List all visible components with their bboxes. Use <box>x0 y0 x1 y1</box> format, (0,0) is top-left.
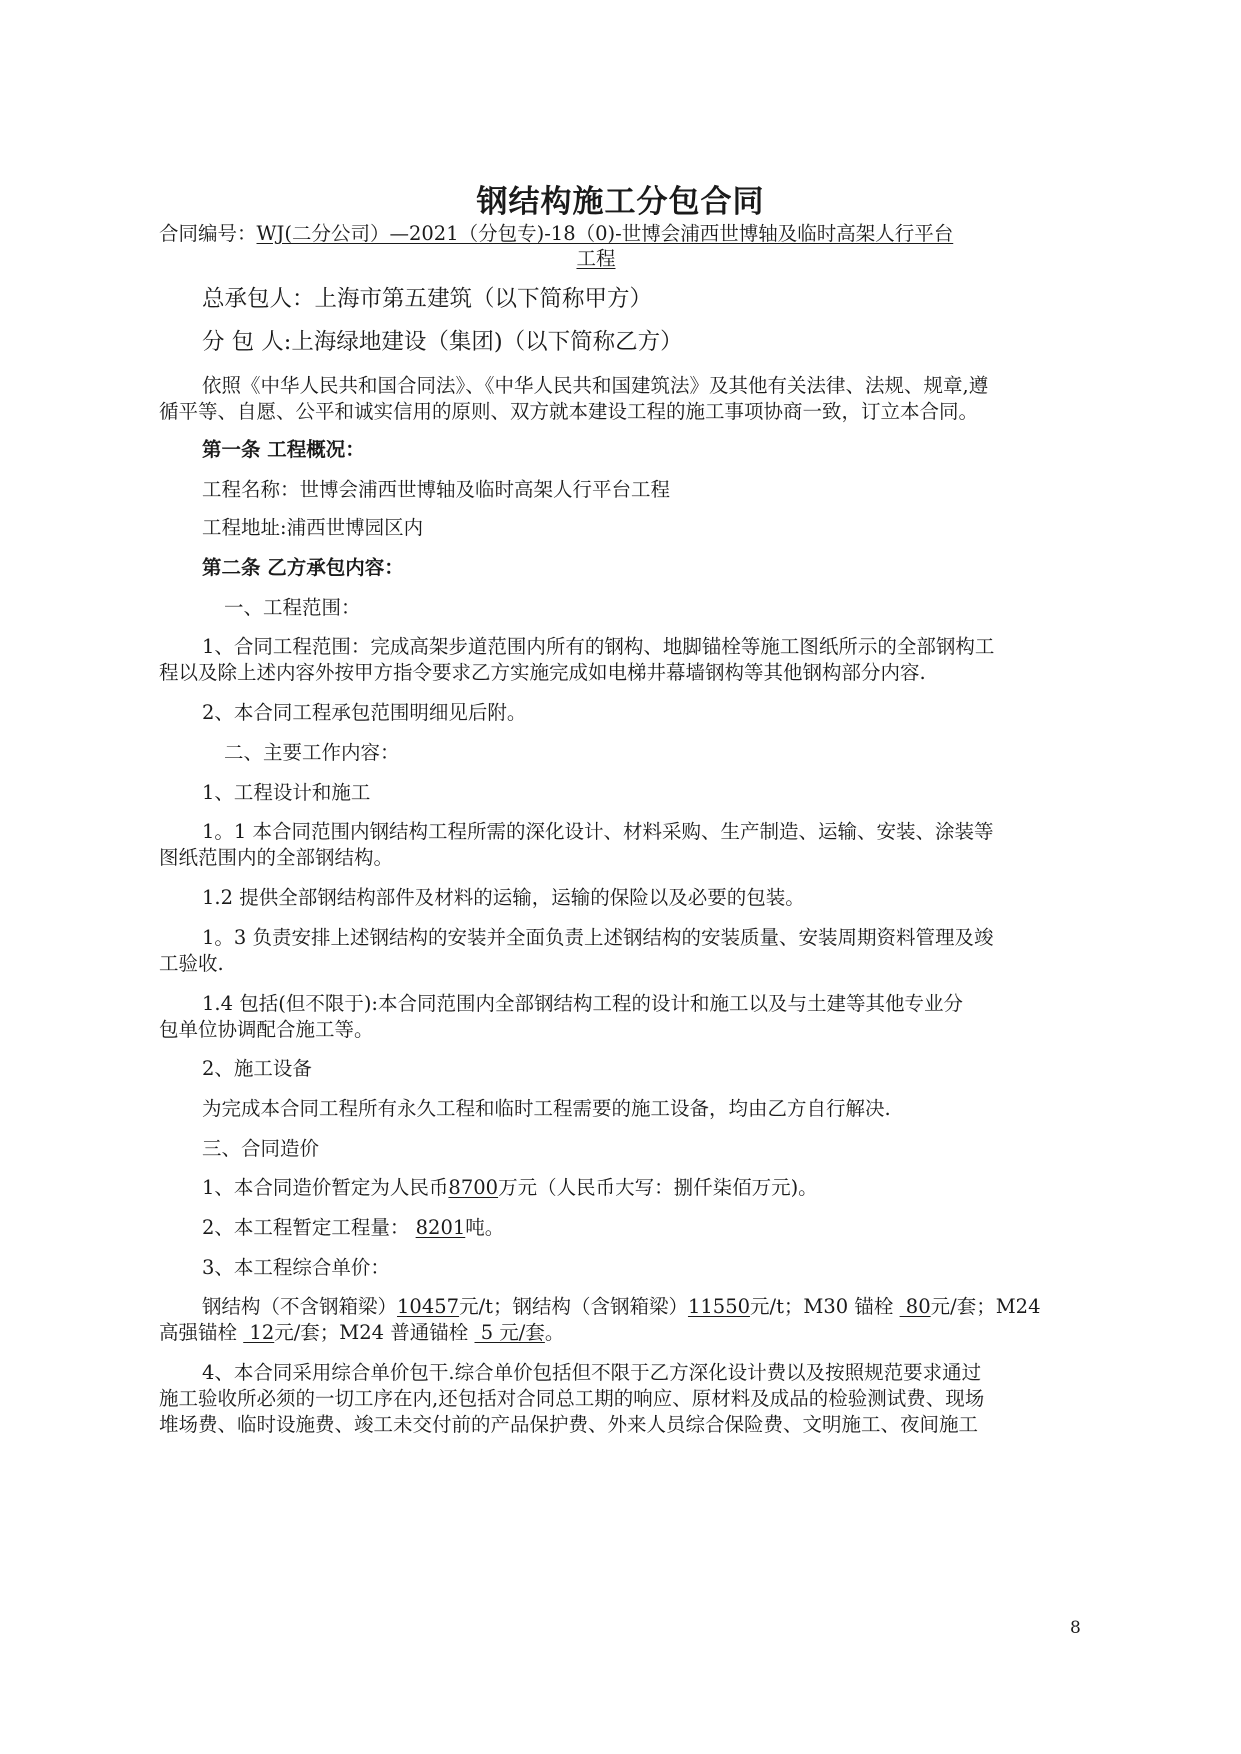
intro-line-2: 循平等、自愿、公平和诚实信用的原则、双方就本建设工程的施工事项协商一致，订立本合同。 <box>159 400 979 423</box>
price-2-pre: 2、本工程暂定工程量： <box>202 1216 410 1239</box>
project-name: 工程名称：世博会浦西世博轴及临时高架人行平台工程 <box>202 478 671 501</box>
work-1-4-line-1: 1.4 包括(但不限于):本合同范围内全部钢结构工程的设计和施工以及与土建等其他专业分 <box>202 992 963 1015</box>
article-2-heading: 第二条 乙方承包内容： <box>202 556 404 579</box>
unit-price-a: 10457 <box>397 1295 460 1318</box>
unit-price-line-2 <box>159 1319 1089 1347</box>
work-1-1-line-1: 1。1 本合同范围内钢结构工程所需的深化设计、材料采购、生产制造、运输、安装、涂装等 <box>202 820 994 843</box>
project-address: 工程地址:浦西世博园区内 <box>202 516 424 539</box>
scope-1-line-1: 1、合同工程范围：完成高架步道范围内所有的钢构、地脚锚栓等施工图纸所示的全部钢构工 <box>202 635 995 658</box>
unit-price-line-1 <box>202 1293 1132 1321</box>
price-1-pre: 1、本合同造价暂定为人民币 <box>202 1176 449 1199</box>
scope-2: 2、本合同工程承包范围明细见后附。 <box>202 701 527 724</box>
work-1-heading: 1、工程设计和施工 <box>202 781 371 804</box>
unit-price-e: 5 元/套 <box>474 1321 545 1344</box>
unit-price-a-label: 钢结构（不含钢箱梁） <box>202 1295 398 1318</box>
contract-number-line-2 <box>0 245 1192 273</box>
unit-price-d-unit: 元/套；M24 普通锚栓 <box>274 1321 469 1344</box>
contract-number-value: WJ(二分公司）—2021（分包专)-18（0)-世博会浦西世博轴及临时高架人行平台 <box>256 222 954 245</box>
price-3-heading: 3、本工程综合单价： <box>202 1256 390 1279</box>
price-1 <box>202 1174 1132 1202</box>
general-contractor: 总承包人：上海市第五建筑（以下简称甲方） <box>202 286 653 312</box>
unit-price-line2-label: 高强锚栓 <box>159 1321 238 1344</box>
article-1-heading: 第一条 工程概况： <box>202 438 365 461</box>
unit-price-b: 11550 <box>687 1295 751 1318</box>
contract-number-value-cont: 工程 <box>576 247 616 270</box>
unit-price-b-unit: 元/t；M30 锚栓 <box>750 1295 894 1318</box>
work-2-heading: 2、施工设备 <box>202 1057 312 1080</box>
work-1-1-line-2: 图纸范围内的全部钢结构。 <box>159 846 394 869</box>
price-4-line-3: 堆场费、临时设施费、竣工未交付前的产品保护费、外来人员综合保险费、文明施工、夜间施工 <box>159 1413 979 1436</box>
price-2 <box>202 1214 1132 1242</box>
page-number: 8 <box>1070 1618 1081 1638</box>
price-4-line-2: 施工验收所必须的一切工序在内,还包括对合同总工期的响应、原材料及成品的检验测试费、现场 <box>159 1387 985 1410</box>
price-2-post: 吨。 <box>465 1216 505 1239</box>
unit-price-e-end: 。 <box>544 1321 565 1344</box>
section-scope-heading: 一、工程范围： <box>224 596 361 619</box>
intro-line-1: 依照《中华人民共和国合同法》、《中华人民共和国建筑法》及其他有关法律、法规、规章,遵 <box>202 374 989 397</box>
section-work-heading: 二、主要工作内容： <box>224 741 400 764</box>
work-1-3-line-2: 工验收. <box>159 952 224 975</box>
unit-price-c: 80 <box>899 1295 931 1318</box>
unit-price-c-unit: 元/套；M24 <box>930 1295 1041 1318</box>
price-4-line-1: 4、本合同采用综合单价包干.综合单价包括但不限于乙方深化设计费以及按照规范要求通过 <box>202 1361 982 1384</box>
contract-number-label: 合同编号： <box>159 222 257 245</box>
work-2-text: 为完成本合同工程所有永久工程和临时工程需要的施工设备，均由乙方自行解决. <box>202 1097 891 1120</box>
unit-price-d: 12 <box>243 1321 275 1344</box>
work-1-2: 1.2 提供全部钢结构部件及材料的运输，运输的保险以及必要的包装。 <box>202 886 805 909</box>
document-title: 钢结构施工分包合同 <box>476 184 765 220</box>
work-1-4-line-2: 包单位协调配合施工等。 <box>159 1018 374 1041</box>
subcontractor: 分 包 人:上海绿地建设（集团)（以下简称乙方） <box>202 329 683 355</box>
section-price-heading: 三、合同造价 <box>202 1137 320 1160</box>
contract-number-line <box>159 220 1089 248</box>
unit-price-a-unit: 元/t；钢结构（含钢箱梁） <box>459 1295 688 1318</box>
work-1-3-line-1: 1。3 负责安排上述钢结构的安装并全面负责上述钢结构的安装质量、安装周期资料管理及竣 <box>202 926 994 949</box>
price-2-amount: 8201 <box>415 1216 466 1239</box>
scope-1-line-2: 程以及除上述内容外按甲方指令要求乙方实施完成如电梯井幕墙钢构等其他钢构部分内容. <box>159 661 926 684</box>
price-1-post: 万元（人民币大写：捌仟柒佰万元)。 <box>498 1176 818 1199</box>
price-1-amount: 8700 <box>448 1176 499 1199</box>
